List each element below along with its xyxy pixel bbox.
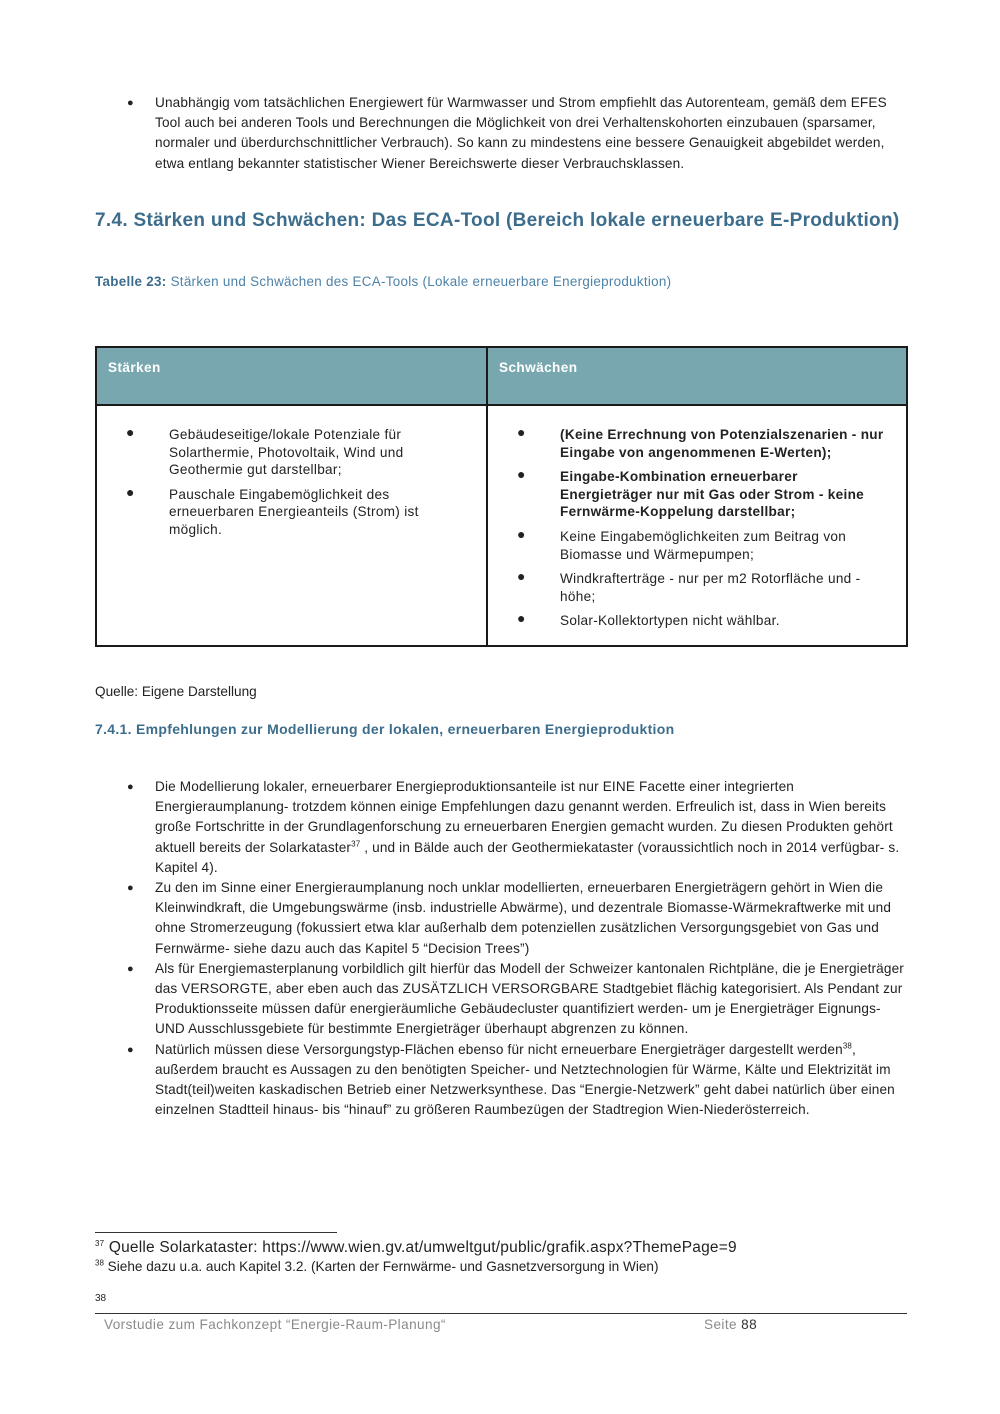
strengths-cell <box>96 405 487 646</box>
intro-bullet-list <box>95 93 907 174</box>
page-label: Seite <box>704 1317 737 1332</box>
weakness-item: ● Solar-Kollektortypen nicht wählbar. <box>488 612 890 630</box>
strengths-weaknesses-table <box>95 346 908 647</box>
footnote-38 <box>95 1259 659 1274</box>
footnote-text[interactable]: Quelle Solarkataster: https://www.wien.gv.at/umweltgut/public/grafik.aspx?ThemePage=9 <box>104 1239 737 1256</box>
header-weaknesses: Schwächen <box>487 347 907 405</box>
footnote-text: Siehe dazu u.a. auch Kapitel 3.2. (Karten der Fernwärme- und Gasnetzversorgung in Wien) <box>103 1259 659 1274</box>
header-strengths: Stärken <box>96 347 487 405</box>
table-row <box>96 405 907 646</box>
source-line: Quelle: Eigene Darstellung <box>95 684 257 699</box>
table-caption <box>95 274 671 289</box>
weakness-item: ● (Keine Errechnung von Potenzialszenarien - nur Eingabe von angenommenen E-Werten); <box>488 426 890 461</box>
list-item: ● Als für Energiemasterplanung vorbildlich gilt hierfür das Modell der Schweizer kantonalen Richtpläne, die je Energieträger das VERSORGTE, aber eben auch das ZUSÄTZLICH VERSORGBARE Stadtgebiet flächig kategorisiert. Als Pendant zur Produktionsseite müssen dafür energieräumliche Gebäudecluster quantifiziert werden- um je Energieträger Eignungs- UND Ausschlussgebiete für bestimmte Energieträger überhaupt abgrenzen zu können. <box>95 959 907 1040</box>
strengths-list <box>97 426 470 539</box>
list-item-text: Die Modellierung lokaler, erneuerbarer Energieproduktionsanteile ist nur EINE Facette einer integrierten Energieraumplanung- trotzdem können einige Empfehlungen dazu genannt werden. Erfreulich ist, dass in Wien bereits große Fortschritte in der Grundlagenforschung zu erneuerbaren Energien gemacht wurden. Zu diesen Produkten gehört aktuell bereits der Solarkataster <box>155 779 893 855</box>
list-item-text: Natürlich müssen diese Versorgungstyp-Flächen ebenso für nicht erneuerbare Energieträger dargestellt werden <box>155 1041 843 1057</box>
footnote-ref-37[interactable]: 37 <box>351 839 361 849</box>
weakness-item: ● Eingabe-Kombination erneuerbarer Energieträger nur mit Gas oder Strom - keine Fernwärme-Koppelung darstellbar; <box>488 468 890 521</box>
weakness-item: ● Keine Eingabemöglichkeiten zum Beitrag von Biomasse und Wärmepumpen; <box>488 528 890 563</box>
table-caption-text: Stärken und Schwächen des ECA-Tools (Lokale erneuerbare Energieproduktion) <box>170 274 672 289</box>
footer-divider <box>95 1313 907 1314</box>
weaknesses-cell <box>487 405 907 646</box>
footnote-37 <box>95 1239 737 1257</box>
weakness-item: ● Windkrafterträge - nur per m2 Rotorfläche und -höhe; <box>488 570 890 605</box>
table-header-row <box>96 347 907 405</box>
list-item <box>95 1040 907 1121</box>
list-item-text: , und in Bälde auch der Geothermiekataster (voraussichtlich noch in 2014 verfügbar- s. Kapitel 4). <box>155 839 900 875</box>
list-item <box>95 777 907 878</box>
footnote-divider <box>95 1232 337 1233</box>
list-item-text: , außerdem braucht es Aussagen zu den benötigten Speicher- und Netztechnologien für Wärme, Kälte und Elektrizität im Stadt(teil)weiten kaskadischen Betrieb einer Netzwerksynthese. Das “Energie-Netzwerk” geht dabei natürlich über einen einzelnen Stadtteil hinaus- bis “hinauf” zu größeren Raumbezügen der Stadtregion Wien-Niederösterreich. <box>155 1041 895 1118</box>
footnote-number: 37 <box>95 1238 105 1248</box>
footnote-number: 38 <box>95 1258 104 1268</box>
footer-page-number <box>704 1317 757 1332</box>
recommendations-list <box>95 777 907 1120</box>
section-heading: 7.4. Stärken und Schwächen: Das ECA-Tool (Bereich lokale erneuerbare E-Produktion) <box>95 210 900 231</box>
footnote-ref-38[interactable]: 38 <box>842 1041 853 1051</box>
page-mark: 38 <box>95 1293 107 1304</box>
weaknesses-list <box>488 426 890 630</box>
strength-item: ● Gebäudeseitige/lokale Potenziale für Solarthermie, Photovoltaik, Wind und Geothermie gut darstellbar; <box>97 426 470 479</box>
table-caption-label: Tabelle 23: <box>95 274 167 289</box>
page-number: 88 <box>741 1317 758 1332</box>
subsection-heading: 7.4.1. Empfehlungen zur Modellierung der lokalen, erneuerbaren Energieproduktion <box>95 721 675 737</box>
footer-title: Vorstudie zum Fachkonzept “Energie-Raum-Planung“ <box>104 1317 446 1332</box>
strength-item: ● Pauschale Eingabemöglichkeit des erneuerbaren Energieanteils (Strom) ist möglich. <box>97 486 470 539</box>
list-item: ● Unabhängig vom tatsächlichen Energiewert für Warmwasser und Strom empfiehlt das Autorenteam, gemäß dem EFES Tool auch bei anderen Tools und Berechnungen die Möglichkeit von drei Verhaltenskohorten einzubauen (sparsamer, normaler und überdurchschnittlicher Verbrauch). So kann zu mindestens eine bessere Genauigkeit abgebildet werden, etwa entlang bekannter statistischer Wiener Bereichswerte dieser Verbrauchsklassen. <box>95 93 907 174</box>
list-item: ● Zu den im Sinne einer Energieraumplanung noch unklar modellierten, erneuerbaren Energieträgern gehört in Wien die Kleinwindkraft, die Umgebungswärme (insb. industrielle Abwärme), und dezentrale Biomasse-Wärmekraftwerke mit und ohne Stromerzeugung (fokussiert etwa klar außerhalb dem potenziellen zusätzlichen Versorgungsgebiet von Gas und Fernwärme- siehe dazu auch das Kapitel 5 “Decision Trees”) <box>95 878 907 959</box>
